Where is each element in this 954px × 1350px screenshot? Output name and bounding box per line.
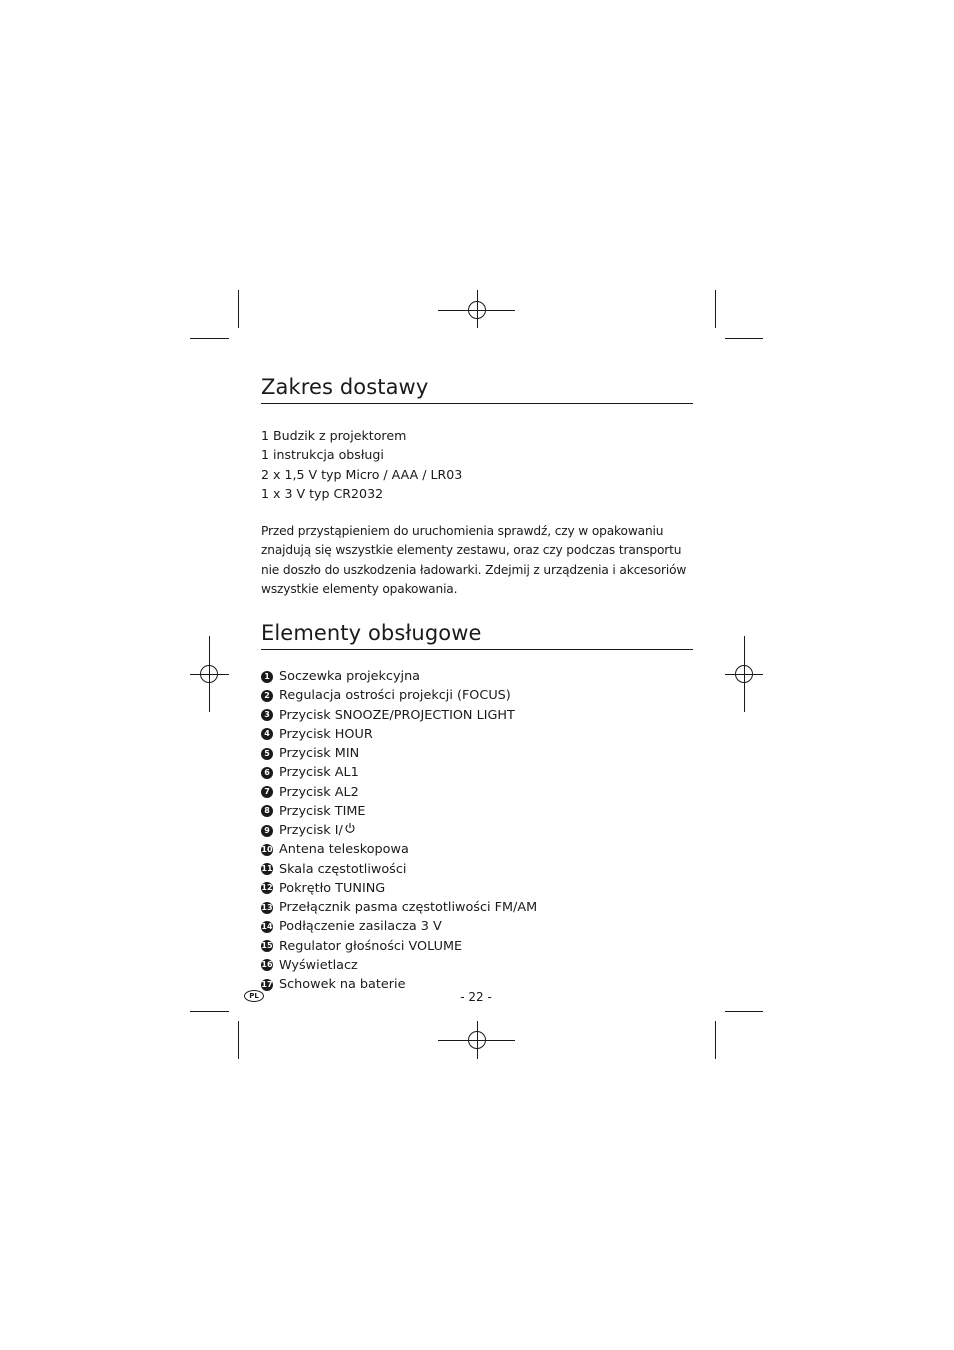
- power-icon: [344, 821, 356, 840]
- item-label: Przycisk I/: [279, 823, 343, 838]
- list-item: [261, 879, 693, 898]
- registration-circle: [468, 1031, 486, 1049]
- list-item: 2 x 1,5 V typ Micro / AAA / LR03: [261, 466, 463, 482]
- list-item: [261, 706, 693, 725]
- section-title-supply: Zakres dostawy: [261, 372, 693, 404]
- number-badge: 2: [261, 690, 273, 702]
- item-label: Przycisk AL1: [279, 765, 359, 781]
- crop-mark: [715, 1021, 716, 1059]
- number-badge: 17: [261, 979, 273, 989]
- item-label: Pokrętło TUNING: [279, 880, 386, 896]
- item-label: Przycisk AL2: [279, 784, 359, 800]
- list-item: [261, 686, 693, 705]
- list-item: [261, 917, 693, 936]
- controls-list: [261, 667, 693, 994]
- number-badge: 8: [261, 805, 273, 817]
- item-label: Przycisk TIME: [279, 803, 366, 819]
- crop-mark: [725, 338, 763, 339]
- registration-circle: [735, 665, 753, 683]
- list-item: [261, 956, 693, 975]
- page-content: [261, 372, 693, 994]
- item-label: Regulator głośności VOLUME: [279, 938, 463, 954]
- list-item: 1 instrukcja obsługi: [261, 447, 384, 463]
- item-label: Przycisk MIN: [279, 746, 360, 761]
- list-item: [261, 783, 693, 802]
- intro-paragraph: Przed przystąpieniem do uruchomienia sprawdź, czy w opakowaniu znajdują się wszystkie elementy zestawu, oraz czy podczas transportu nie doszło do uszkodzenia ładowarki. Zdejmij z urządzenia i akcesoriów wszystkie elementy opakowania.: [261, 523, 687, 597]
- list-item: [261, 725, 693, 744]
- number-badge: 4: [261, 728, 273, 740]
- number-badge: 16: [261, 960, 273, 970]
- list-item: 1 Budzik z projektorem: [261, 428, 407, 443]
- crop-mark: [238, 290, 239, 328]
- list-item: [261, 667, 693, 686]
- registration-circle: [468, 301, 486, 319]
- supply-list: [261, 426, 693, 504]
- list-item: 1 x 3 V typ CR2032: [261, 486, 384, 502]
- number-badge: 11: [261, 864, 273, 874]
- number-badge: 1: [261, 671, 273, 683]
- number-badge: 3: [261, 709, 273, 721]
- registration-circle: [200, 665, 218, 683]
- number-badge: 14: [261, 921, 273, 931]
- section-title-controls: Elementy obsługowe: [261, 618, 693, 650]
- crop-mark: [715, 290, 716, 328]
- item-label: Przycisk SNOOZE/PROJECTION LIGHT: [279, 707, 515, 723]
- list-item: [261, 937, 693, 956]
- item-label: Przycisk HOUR: [279, 726, 373, 742]
- item-label: Regulacja ostrości projekcji (FOCUS): [279, 688, 511, 704]
- item-label: Schowek na baterie: [279, 977, 406, 992]
- list-item: [261, 840, 693, 859]
- number-badge: 15: [261, 941, 273, 951]
- crop-mark: [190, 1011, 229, 1012]
- number-badge: 6: [261, 767, 273, 779]
- page-number: - 22 -: [460, 990, 492, 1004]
- list-item: [261, 898, 693, 917]
- list-item: [261, 744, 693, 763]
- number-badge: 7: [261, 786, 273, 798]
- list-item: [261, 802, 693, 821]
- crop-mark: [190, 338, 229, 339]
- crop-mark: [238, 1021, 239, 1059]
- list-item: [261, 763, 693, 782]
- list-item: [261, 821, 693, 840]
- number-badge: 9: [261, 825, 273, 837]
- item-label: Podłączenie zasilacza 3 V: [279, 919, 442, 935]
- item-label: Skala częstotliwości: [279, 861, 407, 877]
- number-badge: 5: [261, 748, 273, 760]
- item-label: Przełącznik pasma częstotliwości FM/AM: [279, 900, 538, 915]
- item-label: Soczewka projekcyjna: [279, 669, 421, 684]
- item-label: Wyświetlacz: [279, 957, 358, 973]
- language-badge: PL: [244, 990, 264, 1002]
- number-badge: 13: [261, 902, 273, 912]
- item-label: Antena teleskopowa: [279, 842, 409, 858]
- crop-mark: [725, 1011, 763, 1012]
- list-item: [261, 860, 693, 879]
- number-badge: 10: [261, 844, 273, 854]
- number-badge: 12: [261, 883, 273, 893]
